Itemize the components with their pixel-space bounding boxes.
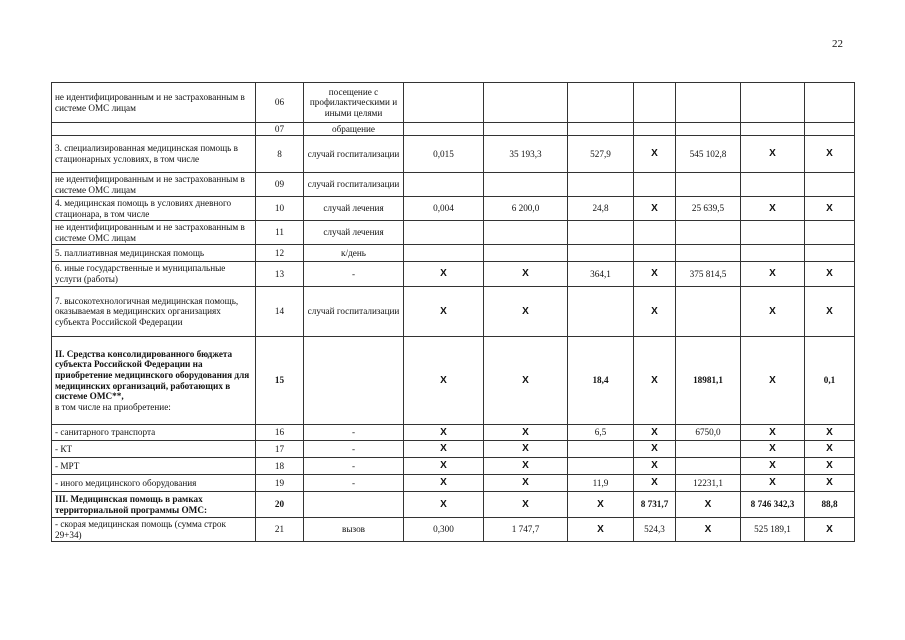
- row-unit: случай госпитализации: [304, 287, 404, 337]
- row-v1: X: [404, 458, 484, 475]
- row-v5: [676, 441, 741, 458]
- row-v3: [568, 123, 634, 136]
- row-v4: X: [634, 136, 676, 173]
- row-v6: X: [741, 458, 805, 475]
- row-v4: 8 731,7: [634, 492, 676, 518]
- row-v1: X: [404, 287, 484, 337]
- row-v6: 8 746 342,3: [741, 492, 805, 518]
- row-num: 14: [256, 287, 304, 337]
- row-v3: 18,4: [568, 337, 634, 425]
- row-v4: X: [634, 197, 676, 221]
- row-v2: [484, 245, 568, 262]
- row-v5: 12231,1: [676, 475, 741, 492]
- row-unit: посещение с профилактическими и иными целями: [304, 83, 404, 123]
- row-v5: [676, 221, 741, 245]
- table-row: [52, 83, 855, 123]
- row-v5: [676, 83, 741, 123]
- table-row: [52, 221, 855, 245]
- row-v6: X: [741, 262, 805, 287]
- row-name: - санитарного транспорта: [52, 425, 256, 441]
- row-unit: случай госпитализации: [304, 173, 404, 197]
- row-v2: X: [484, 337, 568, 425]
- row-unit: обращение: [304, 123, 404, 136]
- row-v3: X: [568, 518, 634, 542]
- row-v2: X: [484, 458, 568, 475]
- table-row: [52, 136, 855, 173]
- row-v7: [805, 173, 855, 197]
- row-v7: X: [805, 136, 855, 173]
- row-v5: [676, 123, 741, 136]
- row-v6: [741, 173, 805, 197]
- table-row: [52, 287, 855, 337]
- row-num: 16: [256, 425, 304, 441]
- row-num: 8: [256, 136, 304, 173]
- row-v3: [568, 221, 634, 245]
- row-unit: вызов: [304, 518, 404, 542]
- row-v2: [484, 173, 568, 197]
- row-v5: [676, 173, 741, 197]
- row-v3: [568, 245, 634, 262]
- row-unit: -: [304, 262, 404, 287]
- row-v5: 18981,1: [676, 337, 741, 425]
- row-unit: случай лечения: [304, 221, 404, 245]
- row-v2: X: [484, 475, 568, 492]
- row-v4: X: [634, 337, 676, 425]
- row-v6: [741, 123, 805, 136]
- table-row: [52, 518, 855, 542]
- table-row: [52, 492, 855, 518]
- row-v6: X: [741, 475, 805, 492]
- row-v3: [568, 441, 634, 458]
- row-unit: [304, 492, 404, 518]
- row-v6: X: [741, 425, 805, 441]
- row-v1: X: [404, 262, 484, 287]
- row-v3: X: [568, 492, 634, 518]
- row-v7: [805, 83, 855, 123]
- row-v2: [484, 83, 568, 123]
- row-v2: 6 200,0: [484, 197, 568, 221]
- row-v7: 88,8: [805, 492, 855, 518]
- row-v4: X: [634, 475, 676, 492]
- row-v7: X: [805, 458, 855, 475]
- row-v1: X: [404, 425, 484, 441]
- row-v5: 545 102,8: [676, 136, 741, 173]
- row-num: 07: [256, 123, 304, 136]
- row-name: 6. иные государственные и муниципальные услуги (работы): [52, 262, 256, 287]
- row-v4: [634, 173, 676, 197]
- row-v1: [404, 123, 484, 136]
- row-v7: [805, 123, 855, 136]
- row-v2: [484, 123, 568, 136]
- row-num: 10: [256, 197, 304, 221]
- row-v2: X: [484, 287, 568, 337]
- row-unit: к/день: [304, 245, 404, 262]
- row-v4: X: [634, 287, 676, 337]
- row-v4: 524,3: [634, 518, 676, 542]
- row-v1: X: [404, 337, 484, 425]
- table-row: [52, 441, 855, 458]
- row-name: 5. паллиативная медицинская помощь: [52, 245, 256, 262]
- row-v4: [634, 221, 676, 245]
- row-name: [52, 123, 256, 136]
- row-v6: X: [741, 197, 805, 221]
- row-v1: [404, 173, 484, 197]
- row-v1: 0,300: [404, 518, 484, 542]
- row-name: II. Средства консолидированного бюджета субъекта Российской Федерации на приобретение медицинского оборудования для медицинских организаций, работающих в системе ОМС**, в том числе на приобретение:: [52, 337, 256, 425]
- row-num: 13: [256, 262, 304, 287]
- row-v3: [568, 83, 634, 123]
- row-v1: [404, 83, 484, 123]
- row-v6: X: [741, 337, 805, 425]
- row-unit: -: [304, 425, 404, 441]
- row-v4: X: [634, 425, 676, 441]
- page-number: 22: [832, 38, 843, 50]
- row-num: 06: [256, 83, 304, 123]
- row-v4: [634, 83, 676, 123]
- row-v2: 1 747,7: [484, 518, 568, 542]
- row-v4: [634, 245, 676, 262]
- row-v3: 364,1: [568, 262, 634, 287]
- row-name: не идентифицированным и не застрахованным в системе ОМС лицам: [52, 221, 256, 245]
- row-num: 18: [256, 458, 304, 475]
- row-v7: X: [805, 518, 855, 542]
- row-unit: -: [304, 441, 404, 458]
- table-row: [52, 475, 855, 492]
- table-row: [52, 173, 855, 197]
- row-num: 12: [256, 245, 304, 262]
- row-v6: [741, 221, 805, 245]
- row-v1: [404, 221, 484, 245]
- row-v4: X: [634, 441, 676, 458]
- row-num: 21: [256, 518, 304, 542]
- row-num: 20: [256, 492, 304, 518]
- row-num: 15: [256, 337, 304, 425]
- row-v1: X: [404, 441, 484, 458]
- row-v7: X: [805, 475, 855, 492]
- row-name: 3. специализированная медицинская помощь в стационарных условиях, в том числе: [52, 136, 256, 173]
- row-v5: [676, 458, 741, 475]
- row-v4: X: [634, 262, 676, 287]
- row-num: 19: [256, 475, 304, 492]
- row-v2: X: [484, 262, 568, 287]
- row-v1: X: [404, 492, 484, 518]
- table-row: [52, 262, 855, 287]
- row-unit: случай лечения: [304, 197, 404, 221]
- row-v5: [676, 287, 741, 337]
- row-v7: X: [805, 425, 855, 441]
- row-v3: 24,8: [568, 197, 634, 221]
- table-row: [52, 197, 855, 221]
- row-unit: [304, 337, 404, 425]
- row-name: 7. высокотехнологичная медицинская помощь, оказываемая в медицинских организациях субъекта Российской Федерации: [52, 287, 256, 337]
- row-v4: [634, 123, 676, 136]
- table-row: [52, 245, 855, 262]
- row-v5: X: [676, 492, 741, 518]
- row-v2: X: [484, 492, 568, 518]
- row-v3: [568, 458, 634, 475]
- row-v7: X: [805, 287, 855, 337]
- row-v6: 525 189,1: [741, 518, 805, 542]
- row-v5: [676, 245, 741, 262]
- row-v6: [741, 245, 805, 262]
- row-v5: 25 639,5: [676, 197, 741, 221]
- row-v6: X: [741, 136, 805, 173]
- row-v4: X: [634, 458, 676, 475]
- row-v5: 375 814,5: [676, 262, 741, 287]
- row-v3: 527,9: [568, 136, 634, 173]
- row-v7: 0,1: [805, 337, 855, 425]
- row-v3: [568, 287, 634, 337]
- row-v6: X: [741, 441, 805, 458]
- row-name: 4. медицинская помощь в условиях дневного стационара, в том числе: [52, 197, 256, 221]
- row-name: - иного медицинского оборудования: [52, 475, 256, 492]
- program-table: [51, 82, 855, 542]
- row-v1: X: [404, 475, 484, 492]
- row-v1: [404, 245, 484, 262]
- table-row: [52, 425, 855, 441]
- row-num: 17: [256, 441, 304, 458]
- row-name: - МРТ: [52, 458, 256, 475]
- row-name: не идентифицированным и не застрахованным в системе ОМС лицам: [52, 173, 256, 197]
- row-unit: -: [304, 475, 404, 492]
- row-v7: X: [805, 197, 855, 221]
- row-v3: [568, 173, 634, 197]
- row-v1: 0,004: [404, 197, 484, 221]
- table-row: [52, 123, 855, 136]
- row-v3: 11,9: [568, 475, 634, 492]
- row-num: 09: [256, 173, 304, 197]
- row-v2: X: [484, 425, 568, 441]
- row-num: 11: [256, 221, 304, 245]
- row-unit: случай госпитализации: [304, 136, 404, 173]
- row-unit: -: [304, 458, 404, 475]
- row-name: - КТ: [52, 441, 256, 458]
- row-v2: 35 193,3: [484, 136, 568, 173]
- row-v7: [805, 221, 855, 245]
- table-row: [52, 458, 855, 475]
- row-v6: X: [741, 287, 805, 337]
- row-v5: X: [676, 518, 741, 542]
- row-v2: X: [484, 441, 568, 458]
- row-v2: [484, 221, 568, 245]
- row-v6: [741, 83, 805, 123]
- row-v5: 6750,0: [676, 425, 741, 441]
- table-row: [52, 337, 855, 425]
- row-name: не идентифицированным и не застрахованным в системе ОМС лицам: [52, 83, 256, 123]
- row-v7: X: [805, 262, 855, 287]
- row-v1: 0,015: [404, 136, 484, 173]
- row-v7: X: [805, 441, 855, 458]
- row-name: III. Медицинская помощь в рамках территориальной программы ОМС:: [52, 492, 256, 518]
- row-v7: [805, 245, 855, 262]
- row-name: - скорая медицинская помощь (сумма строк 29+34): [52, 518, 256, 542]
- row-v3: 6,5: [568, 425, 634, 441]
